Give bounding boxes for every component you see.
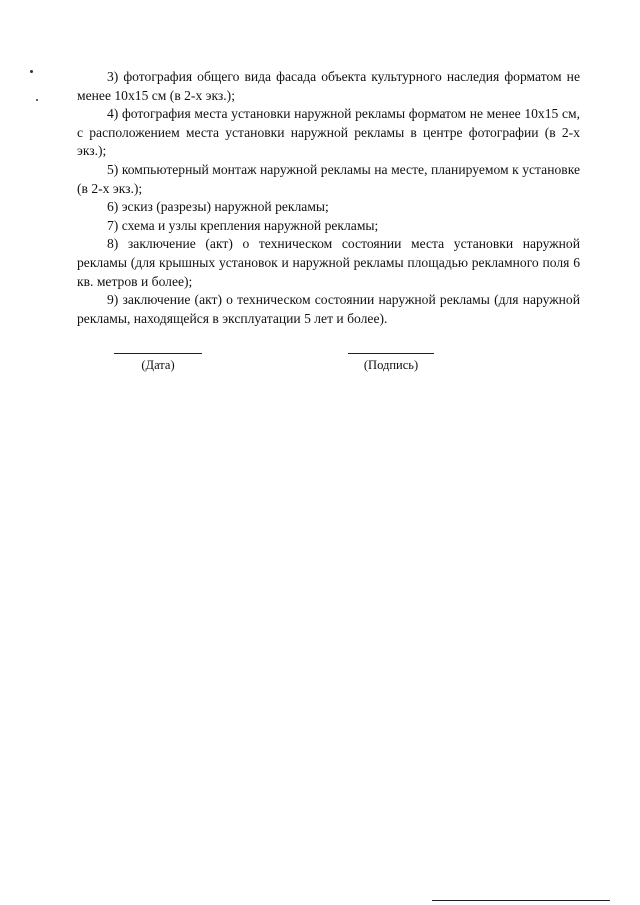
list-item-3: 3) фотография общего вида фасада объекта культурного наследия форматом не менее 10х15 см (в 2-х экз.); (77, 69, 580, 103)
scan-speck (30, 70, 33, 73)
date-line (114, 353, 202, 354)
signature-block (346, 353, 436, 373)
list-item-8: 8) заключение (акт) о техническом состоянии места установки наружной рекламы (для крышных установок и наружной рекламы площадью рекламного поля 6 кв. метров и более); (77, 236, 580, 289)
signature-line (348, 353, 434, 354)
list-item-9: 9) заключение (акт) о техническом состоянии наружной рекламы (для наружной рекламы, находящейся в эксплуатации 5 лет и более). (77, 292, 580, 326)
footer-rule (432, 900, 610, 901)
list-item-4: 4) фотография места установки наружной рекламы форматом не менее 10х15 см, с расположением места установки наружной рекламы в центре фотографии (в 2-х экз.); (77, 106, 580, 159)
document-body (77, 68, 580, 328)
list-item-5: 5) компьютерный монтаж наружной рекламы на месте, планируемом к установке (в 2-х экз.); (77, 161, 580, 196)
date-label: (Дата) (141, 358, 175, 372)
list-item-7: 7) схема и узлы крепления наружной рекламы; (107, 217, 379, 233)
signature-label: (Подпись) (363, 358, 419, 372)
list-item-6: 6) эскиз (разрезы) наружной рекламы; (107, 199, 329, 215)
scan-speck (36, 99, 38, 101)
date-signature-block (113, 353, 203, 373)
